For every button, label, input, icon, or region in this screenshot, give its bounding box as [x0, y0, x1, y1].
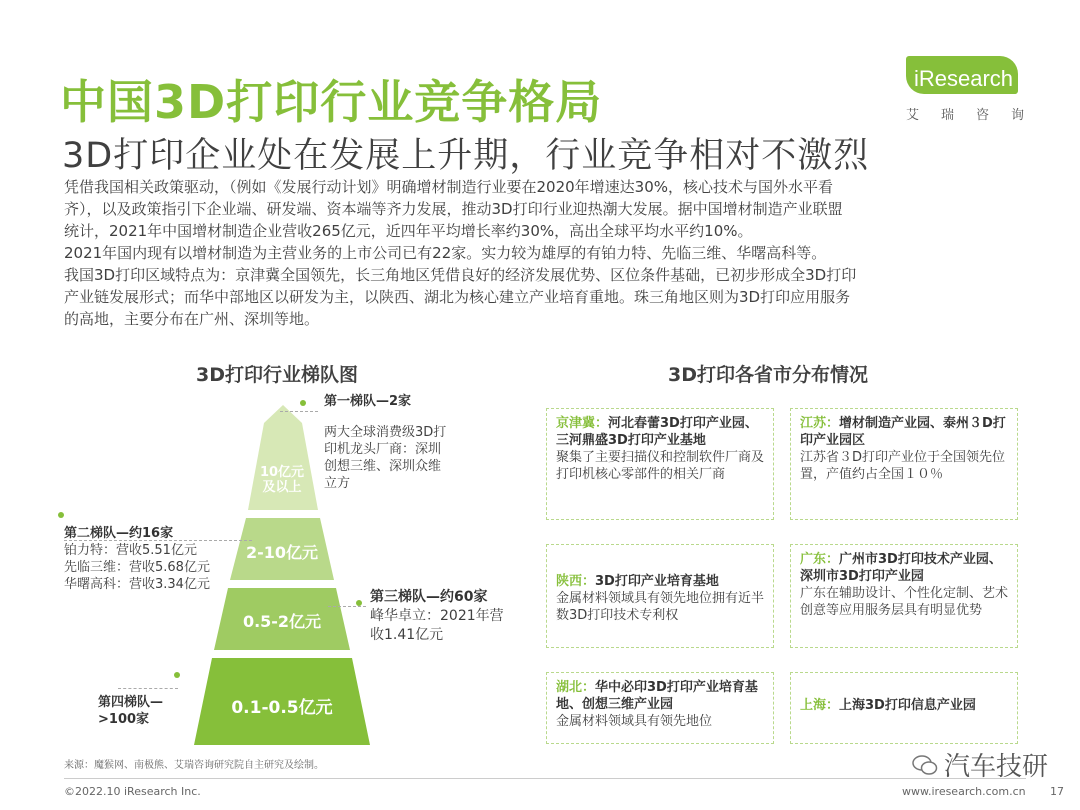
wechat-icon: [912, 754, 938, 776]
provinces-title: 3D打印各省市分布情况: [668, 364, 868, 386]
source-note: 来源：魔猴网、南极熊、艾瑞咨询研究院自主研究及绘制。: [64, 760, 324, 771]
page-subtitle: 3D打印企业处在发展上升期，行业竞争相对不激烈: [62, 136, 870, 176]
logo-cn: 艾 瑞 咨 询: [906, 108, 1024, 123]
province-card-hubei: 湖北：华中必印3D打印产业培育基地、创想三维产业园 金属材料领域具有领先地位: [546, 672, 774, 744]
logo-brand: iResearch: [914, 66, 1014, 91]
page-number: 17: [1050, 785, 1064, 798]
intro-paragraph: 凭借我国相关政策驱动，（例如《发展行动计划》明确增材制造行业要在2020年增速达30%，核心技术与国外水平看 齐），以及政策指引下企业端、研发端、资本端等齐力发展，推动3D打印行业迎热潮大发展。据中国增材制造产业联盟 统计，2021年中国增材制造企业营收265亿元，近四年平均增长率约30%，高出全球平均水平约10%。 2021年国内现有以增材制造为主营业务的上市公司已有22家。实力较为雄厚的有铂力特、先临三维、华曙高科等。 我国3D打印区域特点为：京津冀全国领先，长三角地区凭借良好的经济发展优势、区位条件基础，已初步形成全3D打印 产业链发展形式；而华中部地区以研发为主，以陕西、湖北为核心建立产业培育重地。珠三角地区则为3D打印应用服务 的高地，主要分布在广州、深圳等地。: [64, 178, 857, 328]
page-title: 中国3D打印行业竞争格局: [60, 75, 603, 129]
copyright: ©2022.10 iResearch Inc.: [64, 785, 201, 798]
tier1-leader: [280, 411, 318, 412]
tier2-range: 2-10亿元: [245, 543, 319, 562]
pyramid-title: 3D打印行业梯队图: [196, 364, 358, 386]
tier4-dot: [174, 672, 180, 678]
tier1-info: 第一梯队—2家 两大全球消费级3D打 印机龙头厂商：深圳 创想三维、深圳众维 立方: [324, 394, 447, 491]
tier2-dot: [58, 512, 64, 518]
tier3-range: 0.5-2亿元: [242, 612, 322, 631]
watermark: 汽车技研: [912, 746, 1048, 783]
province-card-jingjinji: 京津冀：河北春蕾3D打印产业园、三河鼎盛3D打印产业基地 聚集了主要扫描仪和控制软件厂商及打印机核心零部件的相关厂商: [546, 408, 774, 520]
tier4-leader: [118, 688, 178, 689]
tier1-dot: [300, 400, 306, 406]
province-card-shanghai: 上海：上海3D打印信息产业园: [790, 672, 1018, 744]
tier4-range: 0.1-0.5亿元: [231, 698, 333, 718]
tier3-info: 第三梯队—约60家 峰华卓立：2021年营 收1.41亿元: [370, 589, 504, 643]
tier3-leader: [328, 606, 366, 607]
tier1-range: 10亿元 及以上: [259, 465, 305, 495]
province-card-jiangsu: 江苏：增材制造产业园、泰州３D打印产业园区 江苏省３D打印产业位于全国领先位置，产值约占全国１０％: [790, 408, 1018, 520]
website-link[interactable]: www.iresearch.com.cn: [902, 785, 1026, 798]
province-card-guangdong: 广东：广州市3D打印技术产业园、深圳市3D打印产业园 广东在辅助设计、个性化定制、艺术创意等应用服务层具有明显优势: [790, 544, 1018, 648]
tier4-info: 第四梯队— >100家: [98, 695, 164, 727]
province-card-shaanxi: 陕西：3D打印产业培育基地 金属材料领域具有领先地位拥有近半数3D打印技术专利权: [546, 544, 774, 648]
iresearch-logo: [888, 52, 1028, 122]
tier2-info: 第二梯队—约16家 铂力特：营收5.51亿元 先临三维：营收5.68亿元 华曙高科：营收3.34亿元: [64, 526, 210, 592]
footer-divider: [64, 778, 1026, 779]
